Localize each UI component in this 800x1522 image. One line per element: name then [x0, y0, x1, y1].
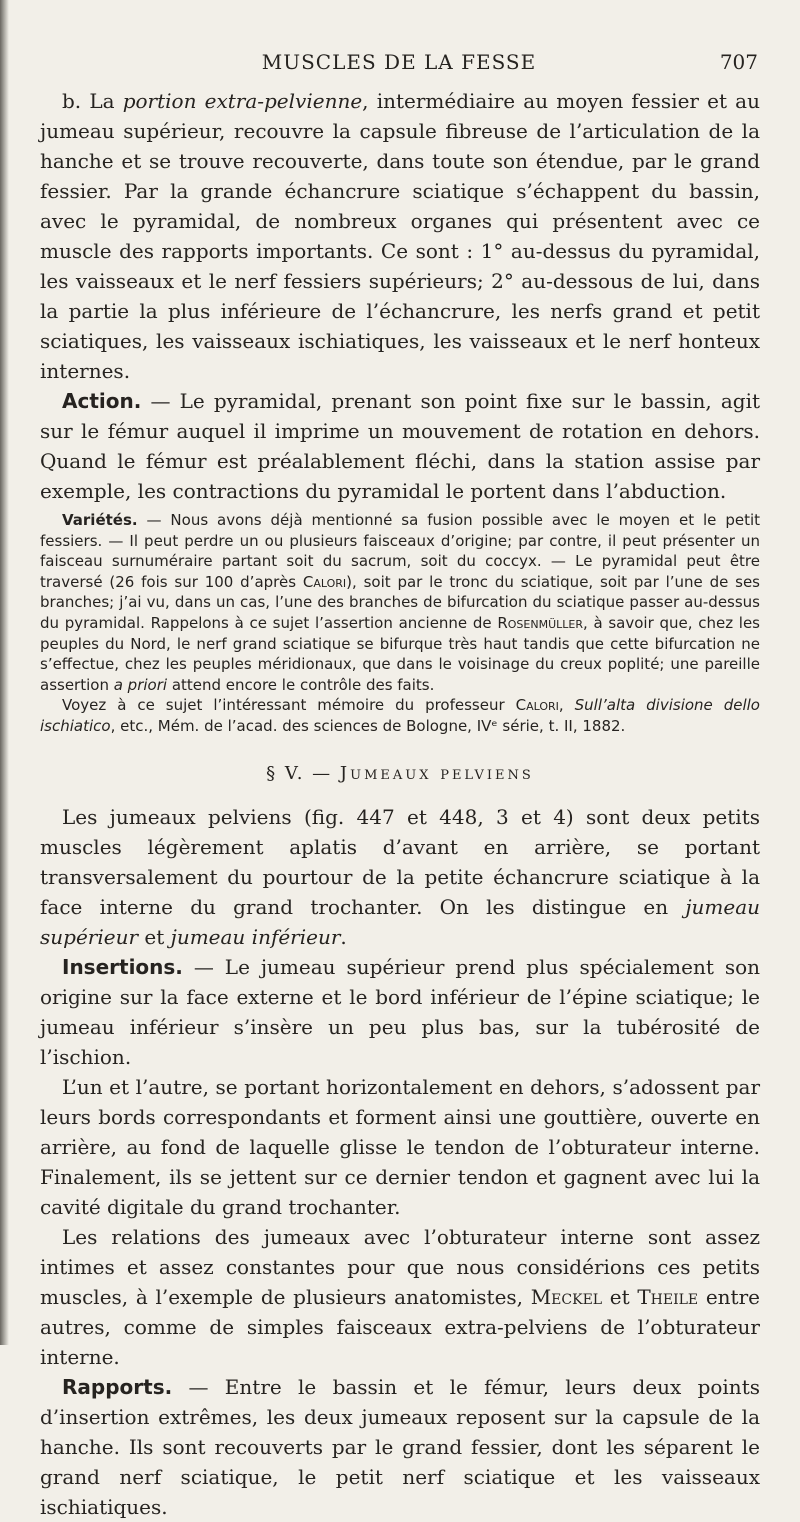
page-body	[40, 86, 760, 1522]
insertions-text: — Le jumeau supérieur prend plus spécialement son origine sur la face externe et le bord inférieur de l’épine sciatique; le jumeau inférieur s’insère un peu plus bas, sur la tubérosité de l’ischion.	[40, 954, 760, 1069]
page-number: 707	[719, 50, 758, 74]
running-title: MUSCLES DE LA FESSE	[261, 50, 537, 74]
paragraph-extra-pelvienne	[40, 86, 760, 386]
varietes-note	[40, 510, 760, 737]
page-binding-edge	[0, 0, 9, 1345]
paragraph-relations	[40, 1222, 760, 1372]
varietes-label: Variétés.	[62, 511, 138, 529]
action-text: — Le pyramidal, prenant son point fixe sur le bassin, agit sur le fémur auquel il imprime un mouvement de rotation en dehors. Quand le fémur est préalablement fléchi, dans la station assise par exemple, les contractions du pyramidal le portent dans l’abduction.	[40, 389, 760, 503]
voyez-title: Sull’alta divisione dello ischiatico	[40, 696, 760, 735]
section-prefix: § V. —	[266, 762, 340, 784]
intro-t2: et	[138, 924, 171, 949]
voyez-t2: ,	[558, 696, 575, 715]
page-header	[40, 50, 758, 80]
paragraph-varietes	[40, 510, 760, 695]
author-calori-2: Calori	[515, 696, 559, 715]
relations-t3: entre autres, comme de simples faisceaux extra-pelviens de l’obturateur interne.	[40, 1284, 760, 1369]
paragraph-intro	[40, 802, 760, 952]
insertions-label: Insertions.	[62, 954, 183, 979]
paragraph-rapports	[40, 1372, 760, 1522]
author-calori: Calori	[302, 572, 347, 591]
varietes-t3: , à savoir que, chez les peuples du Nord, le nerf grand sciatique se bifurque très haut tandis que cette bifurcation ne s’effectue, chez les peuples méridionaux, que dans le voisinage du creux poplité; une pareille assertion	[40, 613, 760, 694]
p1-italic: portion extra-pelvienne	[122, 89, 363, 113]
intro-t3: .	[340, 924, 347, 949]
p1-text: , intermédiaire au moyen fessier et au jumeau supérieur, recouvre la capsule fibreuse de l’articulation de la hanche et se trouve recouverte, dans toute son étendue, par le grand fessier. Par la grande échancrure sciatique s’échappent du bassin, avec le pyramidal, de nombreux organes qui présentent avec ce muscle des rapports importants. Ce sont : 1° au-dessus du pyramidal, les vaisseaux et le nerf fessiers supérieurs; 2° au-dessous de lui, dans la partie la plus inférieure de l’échancrure, les nerfs grand et petit sciatiques, les vaisseaux ischiatiques, les vaisseaux et le nerf honteux internes.	[40, 89, 760, 383]
author-meckel: Meckel	[530, 1284, 603, 1309]
voyez-t3: , etc., Mém. de l’acad. des sciences de Bologne, IVᵉ série, t. II, 1882.	[110, 716, 626, 735]
section-title	[40, 763, 760, 784]
varietes-apriori: a priori	[113, 675, 168, 694]
intro-t1: Les jumeaux pelviens (fig. 447 et 448, 3 et 4) sont deux petits muscles légèrement aplatis d’avant en arrière, se portant transversalement du pourtour de la petite échancrure sciatique à la face interne du grand trochanter. On les distingue en	[40, 804, 760, 919]
varietes-t4: attend encore le contrôle des faits.	[167, 675, 435, 694]
varietes-t2: ), soit par le tronc du sciatique, soit par l’une de ses branches; j’ai vu, dans un cas, l’une des branches de bifurcation du sciatique passer au-dessus du pyramidal. Rappelons à ce sujet l’assertion ancienne de	[40, 572, 760, 632]
section-name: Jumeaux pelviens	[339, 762, 534, 784]
action-label: Action.	[62, 389, 142, 413]
paragraph-insertions	[40, 952, 760, 1072]
p1-lead: b. La	[62, 89, 123, 113]
rapports-text: — Entre le bassin et le fémur, leurs deux points d’insertion extrêmes, les deux jumeaux reposent sur la capsule de la hanche. Ils sont recouverts par le grand fessier, dont les séparent le grand nerf sciatique, le petit nerf sciatique et les vaisseaux ischiatiques.	[40, 1374, 760, 1519]
voyez-t1: Voyez à ce sujet l’intéressant mémoire du professeur	[62, 696, 516, 715]
paragraph-lun: L’un et l’autre, se portant horizontalement en dehors, s’adossent par leurs bords correspondants et forment ainsi une gouttière, ouverte en arrière, au fond de laquelle glisse le tendon de l’obturateur interne. Finalement, ils se jettent sur ce dernier tendon et gagnent avec lui la cavité digitale du grand trochanter.	[40, 1074, 760, 1219]
rapports-label: Rapports.	[62, 1374, 173, 1399]
paragraph-action	[40, 386, 760, 506]
author-rosenmuller: Rosenmüller	[497, 613, 583, 632]
relations-t2: et	[602, 1284, 638, 1309]
paragraph-voyez	[40, 695, 760, 736]
intro-inf: jumeau inférieur	[170, 924, 341, 949]
relations-t1: Les relations des jumeaux avec l’obturateur interne sont assez intimes et assez constantes pour que nous considérions ces petits muscles, à l’exemple de plusieurs anatomistes,	[40, 1224, 760, 1309]
intro-sup: jumeau supérieur	[40, 894, 760, 949]
author-theile: Theile	[637, 1284, 699, 1309]
varietes-t1: — Nous avons déjà mentionné sa fusion possible avec le moyen et le petit fessiers. — Il peut perdre un ou plusieurs faisceaux d’origine; par contre, il peut présenter un faisceau surnuméraire partant soit du sacrum, soit du coccyx. — Le pyramidal peut être traversé (26 fois sur 100 d’après	[40, 511, 760, 591]
